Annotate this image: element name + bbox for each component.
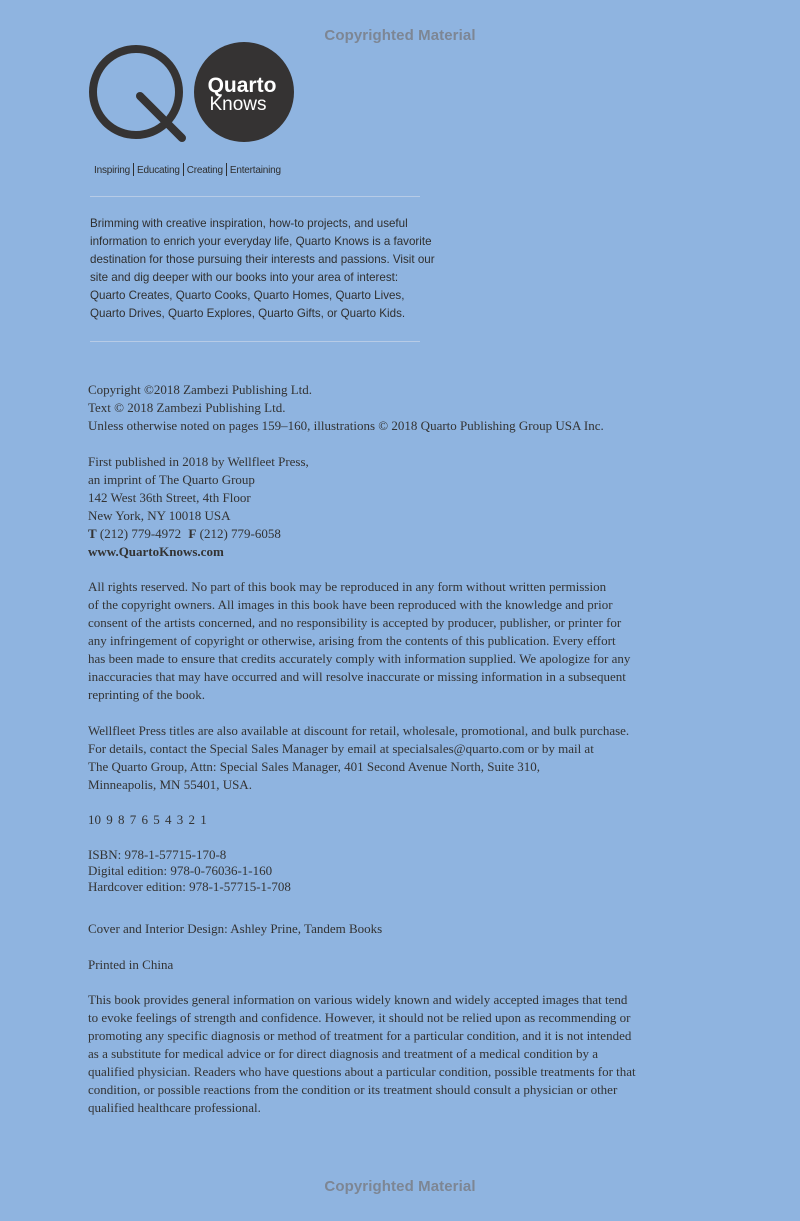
copyright-line: Text © 2018 Zambezi Publishing Ltd.	[88, 400, 286, 415]
publisher-line: First published in 2018 by Wellfleet Press,	[88, 454, 309, 469]
fax-number: (212) 779-6058	[199, 526, 281, 541]
rights-line: of the copyright owners. All images in this book have been reproduced with the knowledge and prior	[88, 597, 613, 612]
tagline-item: Inspiring	[94, 165, 130, 176]
blurb-line: Quarto Drives, Quarto Explores, Quarto Gifts, or Quarto Kids.	[90, 307, 406, 320]
printed-in: Printed in China	[88, 957, 174, 972]
fax-label: F	[188, 526, 197, 541]
blurb-line: information to enrich your everyday life, Quarto Knows is a favorite	[90, 235, 432, 248]
copyright-line: Unless otherwise noted on pages 159–160, illustrations © 2018 Quarto Publishing Group USA Inc.	[88, 418, 604, 433]
publisher-city: New York, NY 10018 USA	[88, 508, 231, 523]
logo-word-quarto: Quarto	[207, 74, 277, 97]
rights-line: any infringement of copyright or otherwise, arising from the contents of this publication. Every effort	[88, 633, 616, 648]
disclaimer-block	[88, 991, 636, 1117]
special-sales-block	[88, 722, 629, 794]
design-credit: Cover and Interior Design: Ashley Prine, Tandem Books	[88, 921, 383, 936]
isbn-line: Digital edition: 978-0-76036-1-160	[88, 863, 273, 878]
divider-bottom	[90, 341, 420, 342]
publisher-phone-fax	[88, 525, 309, 543]
watermark-top: Copyrighted Material	[324, 27, 476, 44]
tagline-divider	[226, 163, 227, 176]
isbn-block	[88, 847, 291, 895]
rights-line: inaccuracies that may have occurred and will resolve inaccurate or missing information in a subsequent	[88, 669, 626, 684]
tagline-item: Educating	[137, 165, 180, 176]
publisher-website-link[interactable]: www.QuartoKnows.com	[88, 544, 224, 559]
copyright-block	[88, 381, 604, 435]
sales-line: The Quarto Group, Attn: Special Sales Manager, 401 Second Avenue North, Suite 310,	[88, 759, 540, 774]
sales-line: Wellfleet Press titles are also available at discount for retail, wholesale, promotional, and bulk purchase.	[88, 723, 630, 738]
isbn-line: ISBN: 978-1-57715-170-8	[88, 847, 227, 862]
rights-line: has been made to ensure that credits accurately comply with information supplied. We apologize for any	[88, 651, 631, 666]
rights-line: reprinting of the book.	[88, 687, 205, 702]
quarto-knows-blurb	[90, 215, 490, 323]
blurb-line: destination for those pursuing their interests and passions. Visit our	[90, 253, 435, 266]
quarto-knows-logo	[88, 40, 298, 150]
publisher-line: an imprint of The Quarto Group	[88, 472, 255, 487]
blurb-line: site and dig deeper with our books into your area of interest:	[90, 271, 399, 284]
logo-tagline	[94, 163, 281, 176]
rights-block	[88, 578, 630, 704]
divider-top	[90, 196, 420, 197]
tagline-divider	[133, 163, 134, 176]
disclaimer-line: promoting any specific diagnosis or method of treatment for a particular condition, and it is not intended	[88, 1028, 632, 1043]
blurb-line: Quarto Creates, Quarto Cooks, Quarto Homes, Quarto Lives,	[90, 289, 405, 302]
printing-number-line: 10 9 8 7 6 5 4 3 2 1	[88, 812, 207, 827]
publisher-block	[88, 453, 309, 561]
logo-word-knows: Knows	[209, 94, 267, 115]
disclaimer-line: qualified healthcare professional.	[88, 1100, 261, 1115]
disclaimer-line: This book provides general information on various widely known and widely accepted images that tend	[88, 992, 628, 1007]
tel-label: T	[88, 526, 97, 541]
disclaimer-line: condition, or possible reactions from the condition or its treatment should consult a physician or other	[88, 1082, 618, 1097]
disclaimer-line: to evoke feelings of strength and confidence. However, it should not be relied upon as recommending or	[88, 1010, 631, 1025]
sales-line: For details, contact the Special Sales Manager by email at specialsales@quarto.com or by mail at	[88, 741, 594, 756]
blurb-line: Brimming with creative inspiration, how-to projects, and useful	[90, 217, 408, 230]
sales-line: Minneapolis, MN 55401, USA.	[88, 777, 252, 792]
disclaimer-line: qualified physician. Readers who have questions about a particular condition, possible treatments for that	[88, 1064, 636, 1079]
isbn-line: Hardcover edition: 978-1-57715-1-708	[88, 879, 291, 894]
tagline-item: Creating	[186, 165, 223, 176]
tagline-divider	[183, 163, 184, 176]
tel-number: (212) 779-4972	[99, 526, 182, 541]
disclaimer-line: as a substitute for medical advice or for direct diagnosis and treatment of a medical condition by a	[88, 1046, 599, 1061]
publisher-address: 142 West 36th Street, 4th Floor	[88, 490, 251, 505]
tagline-item: Entertaining	[229, 165, 281, 176]
rights-line: consent of the artists concerned, and no responsibility is accepted by producer, publisher, or printer for	[88, 615, 622, 630]
watermark-bottom: Copyrighted Material	[324, 1178, 476, 1195]
rights-line: All rights reserved. No part of this book may be reproduced in any form without written permission	[88, 579, 607, 594]
copyright-line: Copyright ©2018 Zambezi Publishing Ltd.	[88, 382, 313, 397]
